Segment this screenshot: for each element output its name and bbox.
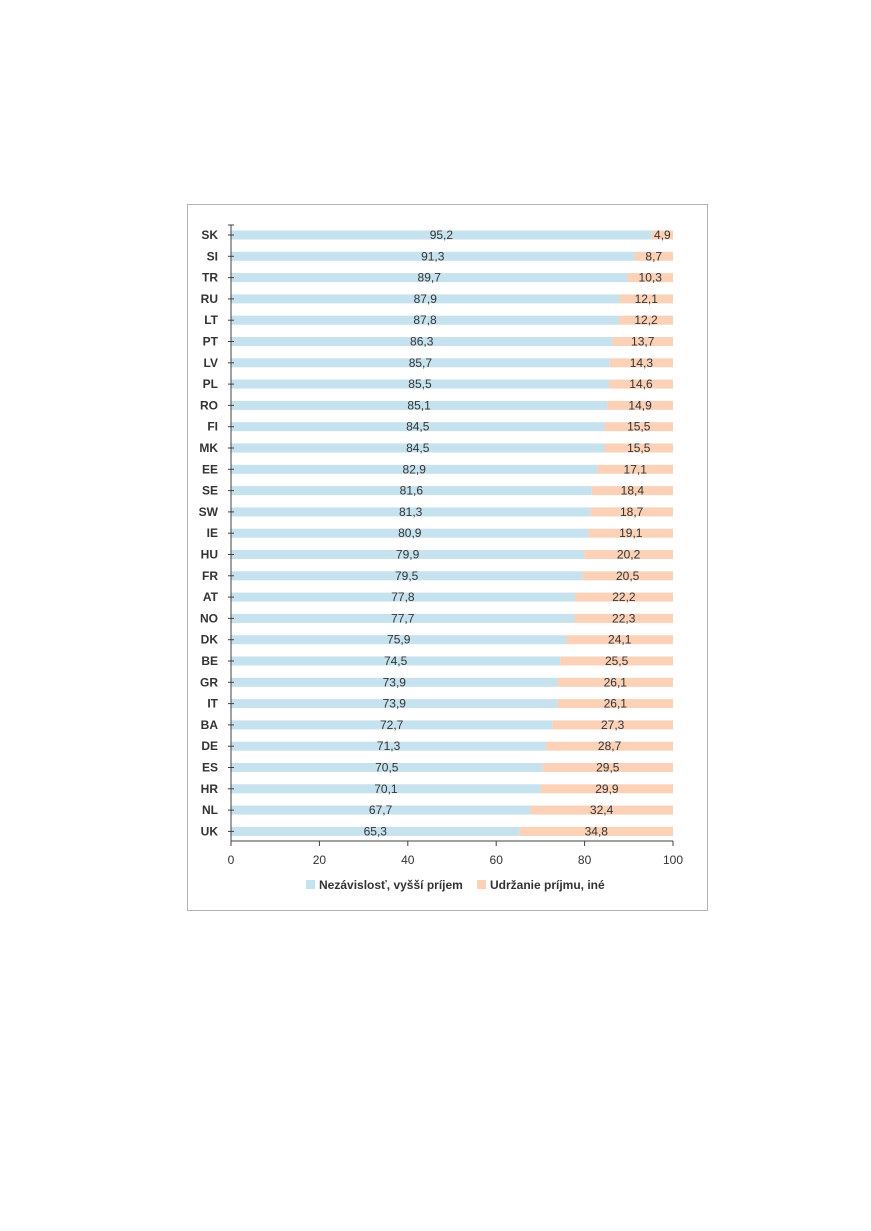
category-label-de: DE [201, 739, 218, 754]
category-label-no: NO [200, 611, 218, 626]
value-label-retention-dk: 24,1 [608, 632, 632, 647]
x-tick-label-60: 60 [489, 853, 503, 867]
value-label-retention-ro: 14,9 [628, 398, 652, 413]
value-label-retention-be: 25,5 [604, 654, 629, 668]
value-label-retention-fi: 15,5 [627, 419, 651, 434]
category-label-pt: PT [202, 334, 218, 349]
value-label-independence-ee: 82,9 [402, 462, 426, 477]
chart-frame [187, 204, 708, 911]
value-label-retention-ba: 27,3 [600, 717, 625, 732]
x-tick-label-80: 80 [577, 853, 592, 867]
value-label-independence-fr: 79,5 [395, 568, 419, 583]
category-label-lv: LV [203, 355, 218, 370]
stacked-bar-chart [188, 205, 709, 912]
value-label-independence-ie: 80,9 [398, 526, 422, 541]
value-label-retention-no: 22,3 [612, 611, 636, 626]
category-label-be: BE [201, 654, 218, 668]
value-label-independence-si: 91,3 [421, 249, 445, 264]
value-label-retention-gr: 26,1 [603, 675, 627, 690]
value-label-independence-it: 73,9 [382, 696, 406, 711]
category-label-ro: RO [200, 398, 218, 413]
value-label-retention-at: 22,2 [612, 590, 636, 605]
category-label-se: SE [201, 483, 218, 498]
category-label-sw: SW [198, 504, 218, 519]
category-label-es: ES [201, 760, 218, 775]
value-label-retention-de: 28,7 [597, 739, 622, 754]
value-label-retention-lv: 14,3 [629, 355, 654, 370]
value-label-retention-uk: 34,8 [584, 824, 608, 839]
legend-swatch-retention [477, 880, 486, 889]
category-label-ie: IE [206, 526, 218, 541]
category-label-pl: PL [202, 377, 218, 392]
value-label-independence-lv: 85,7 [408, 355, 433, 370]
category-label-nl: NL [202, 803, 218, 818]
category-label-hu: HU [200, 547, 218, 562]
value-label-retention-pl: 14,6 [629, 377, 653, 392]
category-label-mk: MK [199, 441, 218, 455]
category-label-dk: DK [200, 632, 218, 647]
value-label-independence-de: 71,3 [376, 739, 401, 754]
category-label-fi: FI [207, 419, 218, 434]
value-label-retention-fr: 20,5 [616, 568, 640, 583]
category-label-uk: UK [200, 824, 218, 839]
value-label-independence-fi: 84,5 [406, 419, 430, 434]
value-label-independence-sw: 81,3 [398, 504, 423, 519]
legend [306, 878, 605, 892]
category-label-si: SI [206, 249, 218, 264]
value-label-retention-se: 18,4 [620, 483, 645, 498]
value-label-retention-es: 29,5 [596, 760, 620, 775]
value-label-independence-be: 74,5 [383, 654, 408, 668]
value-label-retention-lt: 12,2 [634, 313, 658, 328]
value-label-retention-it: 26,1 [603, 696, 627, 711]
value-label-independence-sk: 95,2 [429, 228, 454, 242]
value-label-independence-se: 81,6 [399, 483, 424, 498]
value-label-retention-ru: 12,1 [634, 291, 658, 306]
value-label-retention-ie: 19,1 [619, 526, 643, 541]
category-label-ba: BA [200, 717, 218, 732]
category-label-lt: LT [204, 313, 218, 328]
value-label-independence-es: 70,5 [375, 760, 399, 775]
x-tick-label-40: 40 [401, 853, 415, 867]
x-tick-label-20: 20 [312, 853, 327, 867]
legend-swatch-independence [306, 880, 315, 889]
value-label-independence-dk: 75,9 [387, 632, 411, 647]
category-label-ee: EE [201, 462, 218, 477]
value-label-independence-lt: 87,8 [413, 313, 437, 328]
value-label-independence-pl: 85,5 [408, 377, 432, 392]
x-tick-label-0: 0 [227, 853, 235, 867]
value-label-retention-tr: 10,3 [638, 270, 662, 285]
value-label-independence-nl: 67,7 [368, 803, 393, 818]
category-label-fr: FR [202, 568, 218, 583]
value-label-independence-hu: 79,9 [395, 547, 420, 562]
category-label-gr: GR [200, 675, 218, 690]
value-label-independence-ro: 85,1 [407, 398, 431, 413]
value-label-independence-at: 77,8 [391, 590, 415, 605]
x-tick-label-100: 100 [662, 853, 684, 867]
value-label-retention-si: 8,7 [645, 249, 663, 264]
value-label-independence-gr: 73,9 [382, 675, 406, 690]
value-label-independence-pt: 86,3 [410, 334, 434, 349]
value-label-independence-ba: 72,7 [379, 717, 404, 732]
category-label-tr: TR [202, 270, 218, 285]
category-label-ru: RU [200, 291, 218, 306]
value-label-independence-ru: 87,9 [413, 291, 437, 306]
value-label-retention-sk: 4,9 [654, 228, 671, 242]
value-label-independence-uk: 65,3 [363, 824, 387, 839]
category-label-sk: SK [201, 228, 218, 242]
value-label-independence-no: 77,7 [391, 611, 415, 626]
value-label-independence-mk: 84,5 [406, 441, 430, 455]
value-label-retention-ee: 17,1 [623, 462, 647, 477]
category-label-at: AT [202, 590, 218, 605]
value-label-retention-hu: 20,2 [616, 547, 641, 562]
value-label-independence-tr: 89,7 [417, 270, 441, 285]
value-label-independence-hr: 70,1 [374, 781, 398, 796]
legend-label-retention: Udržanie príjmu, iné [490, 878, 605, 892]
category-label-hr: HR [200, 781, 218, 796]
category-label-it: IT [207, 696, 218, 711]
legend-label-independence: Nezávislosť, vyšší príjem [319, 878, 463, 892]
value-label-retention-nl: 32,4 [589, 803, 614, 818]
value-label-retention-sw: 18,7 [619, 504, 644, 519]
value-label-retention-pt: 13,7 [631, 334, 655, 349]
value-label-retention-mk: 15,5 [627, 441, 651, 455]
value-label-retention-hr: 29,9 [595, 781, 619, 796]
